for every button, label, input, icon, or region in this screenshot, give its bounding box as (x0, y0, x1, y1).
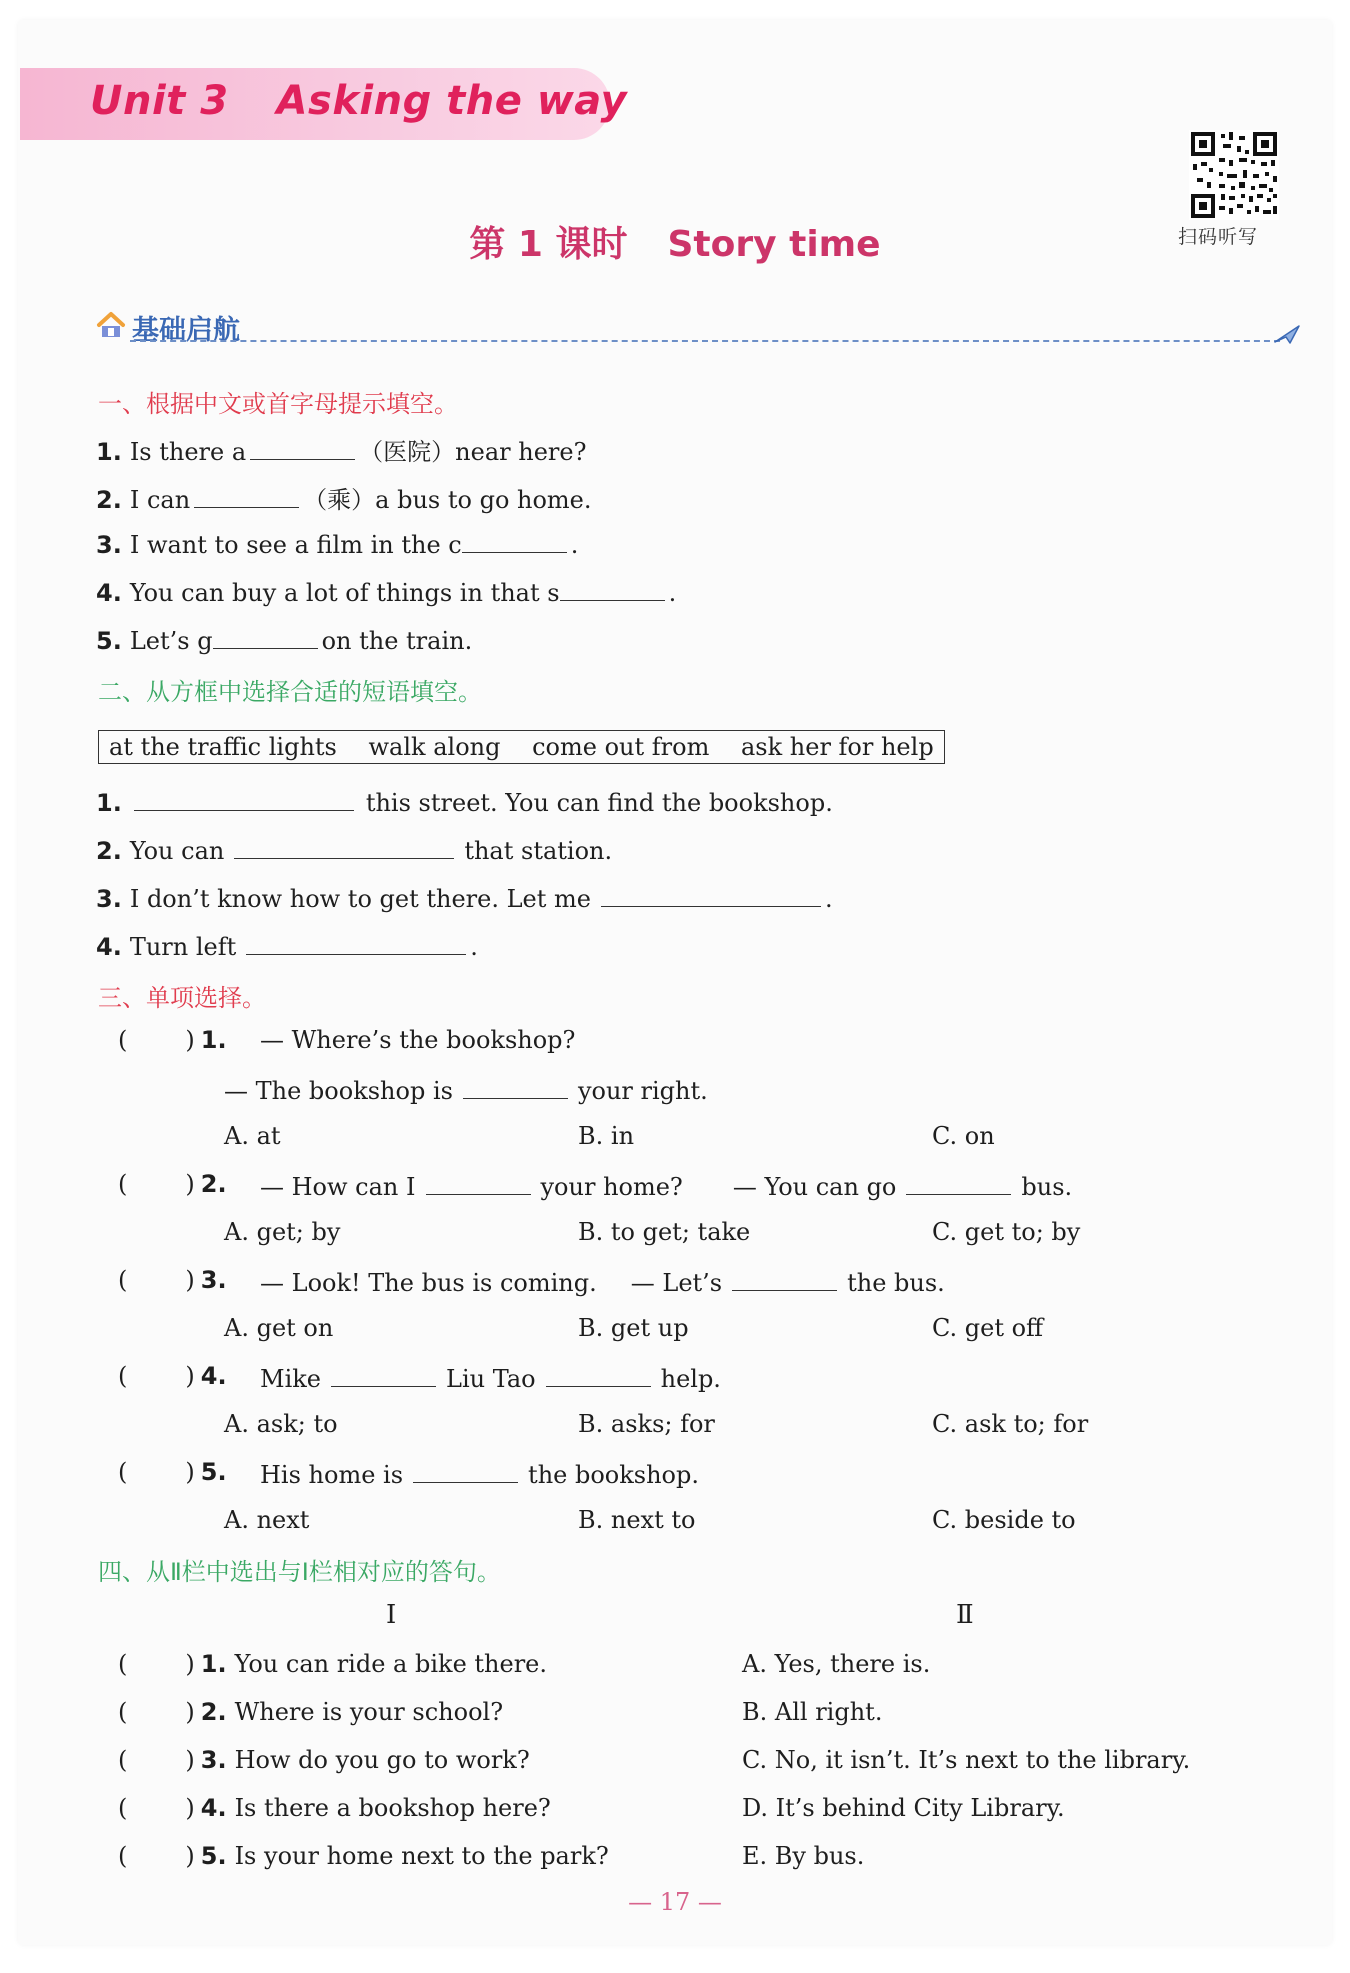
answer-bracket[interactable]: ( ) 3. (118, 1266, 227, 1294)
q3-text: — Look! The bus is coming. — Let’s the bus. (260, 1266, 945, 1297)
section-label: 基础启航 (132, 315, 240, 346)
q4-option-c[interactable]: C. ask to; for (932, 1410, 1089, 1438)
q1-option-a[interactable]: A. at (224, 1122, 281, 1150)
answer-blank[interactable] (213, 624, 318, 649)
item-number: 3. (96, 885, 122, 913)
q1-line-1: — Where’s the bookshop? (260, 1026, 576, 1054)
answer-blank[interactable] (234, 834, 454, 859)
match-answer-a: A. Yes, there is. (742, 1650, 931, 1678)
ex2-item-1: 1. this street. You can find the bookshop. (96, 786, 833, 817)
match-answer-c: C. No, it isn’t. It’s next to the library. (742, 1746, 1191, 1774)
ex2-item-2: 2. You can that station. (96, 834, 612, 865)
answer-blank[interactable] (331, 1362, 436, 1387)
ex2-item-3: 3. I don’t know how to get there. Let me . (96, 882, 833, 913)
answer-bracket[interactable]: ( ) 1. (118, 1026, 227, 1054)
q4-option-b[interactable]: B. asks; for (578, 1410, 715, 1438)
qr-caption: 扫码听写 (1178, 226, 1259, 248)
answer-blank[interactable] (246, 930, 466, 955)
worksheet-page (18, 20, 1332, 1945)
match-answer-e: E. By bus. (742, 1842, 865, 1870)
answer-blank[interactable] (732, 1266, 837, 1291)
item-number: 3. (96, 531, 122, 559)
page-number: — 17 — (628, 1888, 722, 1916)
q5-option-a[interactable]: A. next (224, 1506, 310, 1534)
answer-blank[interactable] (134, 786, 354, 811)
paper-plane-icon (1274, 324, 1300, 344)
match-question-2: ( ) 2. Where is your school? (118, 1698, 504, 1726)
unit-title: Asking the way (276, 78, 628, 124)
ex1-item-5: 5. Let’s g on the train. (96, 624, 472, 655)
lesson-number: 第 1 课时 (469, 224, 628, 265)
item-number: 4. (96, 933, 122, 961)
item-number: 2. (96, 837, 122, 865)
answer-blank[interactable] (462, 528, 567, 553)
unit-heading (90, 78, 627, 124)
q1-option-b[interactable]: B. in (578, 1122, 635, 1150)
answer-bracket[interactable]: ( ) 4. (118, 1362, 227, 1390)
answer-bracket[interactable]: ( ) 2. (118, 1170, 227, 1198)
item-number: 4. (96, 579, 122, 607)
ex1-item-1: 1. Is there a （医院）near here? (96, 432, 586, 467)
q4-option-a[interactable]: A. ask; to (224, 1410, 338, 1438)
match-question-5: ( ) 5. Is your home next to the park? (118, 1842, 609, 1870)
answer-blank[interactable] (463, 1074, 568, 1099)
match-question-3: ( ) 3. How do you go to work? (118, 1746, 530, 1774)
phrase-box (98, 730, 945, 764)
qr-code-icon[interactable] (1189, 130, 1279, 220)
phrase: at the traffic lights (109, 733, 337, 761)
answer-blank[interactable] (601, 882, 821, 907)
item-number: 1. (96, 438, 122, 466)
q3-option-a[interactable]: A. get on (224, 1314, 334, 1342)
phrase: ask her for help (740, 733, 934, 761)
answer-bracket[interactable]: ( ) (118, 1650, 195, 1678)
unit-label: Unit 3 (90, 78, 229, 124)
exercise-1-title: 一、根据中文或首字母提示填空。 (98, 390, 458, 418)
item-number: 5. (96, 627, 122, 655)
match-answer-b: B. All right. (742, 1698, 883, 1726)
section-divider (130, 340, 1280, 342)
answer-bracket[interactable]: ( ) (118, 1842, 195, 1870)
exercise-2-title: 二、从方框中选择合适的短语填空。 (98, 678, 482, 706)
answer-blank[interactable] (250, 435, 355, 460)
item-number: 1. (96, 789, 122, 817)
lesson-name: Story time (667, 224, 881, 265)
phrase: walk along (368, 733, 501, 761)
exercise-3-title: 三、单项选择。 (98, 984, 266, 1012)
ex1-item-2: 2. I can （乘）a bus to go home. (96, 480, 592, 515)
q3-option-b[interactable]: B. get up (578, 1314, 689, 1342)
q2-option-b[interactable]: B. to get; take (578, 1218, 751, 1246)
match-question-1: ( ) 1. You can ride a bike there. (118, 1650, 548, 1678)
exercise-4-title: 四、从Ⅱ栏中选出与Ⅰ栏相对应的答句。 (98, 1558, 501, 1586)
section-header (96, 302, 1300, 346)
match-answer-d: D. It’s behind City Library. (742, 1794, 1065, 1822)
q3-option-c[interactable]: C. get off (932, 1314, 1044, 1342)
q2-text: — How can I your home? — You can go bus. (260, 1170, 1072, 1201)
answer-bracket[interactable]: ( ) 5. (118, 1458, 227, 1486)
q4-text: Mike Liu Tao help. (260, 1362, 721, 1393)
answer-bracket[interactable]: ( ) (118, 1794, 195, 1822)
q2-option-a[interactable]: A. get; by (224, 1218, 341, 1246)
ex1-item-3: 3. I want to see a film in the c . (96, 528, 578, 559)
answer-blank[interactable] (906, 1170, 1011, 1195)
ex1-item-4: 4. You can buy a lot of things in that s . (96, 576, 676, 607)
phrase: come out from (532, 733, 710, 761)
q2-option-c[interactable]: C. get to; by (932, 1218, 1081, 1246)
q1-line-2: — The bookshop is your right. (224, 1074, 708, 1105)
ex2-item-4: 4. Turn left . (96, 930, 478, 961)
answer-blank[interactable] (426, 1170, 531, 1195)
answer-bracket[interactable]: ( ) (118, 1746, 195, 1774)
lesson-title (18, 216, 1332, 267)
answer-blank[interactable] (413, 1458, 518, 1483)
q5-text: His home is the bookshop. (260, 1458, 699, 1489)
column-2-header: Ⅱ (956, 1600, 974, 1630)
answer-blank[interactable] (560, 576, 665, 601)
q5-option-b[interactable]: B. next to (578, 1506, 696, 1534)
item-number: 2. (96, 486, 122, 514)
house-icon (96, 310, 126, 340)
q5-option-c[interactable]: C. beside to (932, 1506, 1076, 1534)
answer-blank[interactable] (546, 1362, 651, 1387)
q1-option-c[interactable]: C. on (932, 1122, 995, 1150)
match-question-4: ( ) 4. Is there a bookshop here? (118, 1794, 551, 1822)
answer-bracket[interactable]: ( ) (118, 1698, 195, 1726)
column-1-header: Ⅰ (386, 1600, 397, 1630)
answer-blank[interactable] (194, 483, 299, 508)
